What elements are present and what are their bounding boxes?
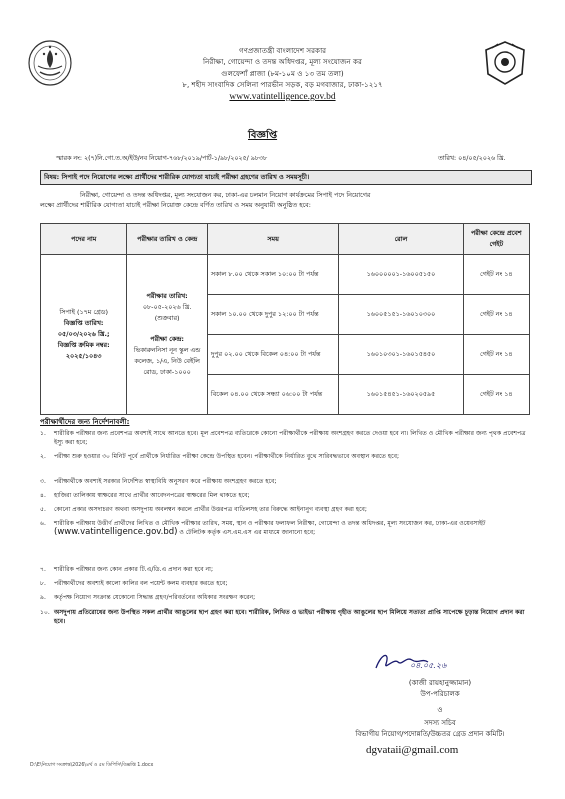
header-address: ৮, শহীদ সাংবাদিক সেলিনা পারভীন সড়ক, বড় মগবাজার, ঢাকা-১২১৭ [182,80,383,89]
table-header-row [41,224,530,255]
instructions-title: পরীক্ষার্থীদের জন্য নির্দেশনাবলী: [40,418,130,426]
signatory-and: ও [437,706,443,714]
instruction-number: ৪. [40,492,46,499]
subject-text: সিপাই পদে নিয়োগের লক্ষ্যে প্রার্থীদের শারীরিক যোগ্যতা যাচাই পরীক্ষা গ্রহণের তারিখ ও সময়সূচী। [61,173,310,181]
exam-center: ভিকারুননিসা নূন স্কুল এন্ড কলেজ, ১/এ, নিউ বেইলি রোড, ঢাকা-১০০০ [133,346,201,376]
column-header-time: সময় [207,224,338,255]
roll-cell: ১৬০১৫৪৫১-১৬০২০৫৯৫ [339,375,463,415]
notice-title: বিজ্ঞপ্তি [248,130,278,141]
exam-schedule-table [40,223,530,415]
roll-cell: ১৬০১০৩০১-১৬০১৫৪৫০ [339,335,463,375]
footer-file-path: D:\E\নিয়োগ সংক্রান্ত\2026\৪র্থ ও ৫ম ডিপিসি\বিজ্ঞপ্তি 1.docx [30,763,154,768]
instruction-text: অসদুপায় প্রতিরোধের জন্য উপস্থিত সকল প্রার্থীর আঙুলের ছাপ গ্রহণ করা হবে। শারীরিক, লিখিত ও ভাইভা পরীক্ষায় গৃহীত আঙুলের ছাপ মিলিয়ে সত্যতা প্রাপ্তি সাপেক্ষে চূড়ান্ত নিয়োগ প্রদান করা হবে। [54,609,525,625]
gate-cell: গেইট নং ১৪ [463,335,529,375]
memo-reference: স্মারক নং: ২(৭)নি.গো.ত.অ/ইউ/নব নিয়োগ-৭৬৮/২০১৯/পার্ট-১/৯৮/২০২৫/ ৯৮৩৮ [56,155,268,162]
instruction-number: ৫. [40,506,46,513]
gate-cell: গেইট নং ১৪ [463,375,529,415]
subject-line [44,172,528,183]
memo-date: তারিখ: ০৪/০৫/২০২৬ খ্রি. [438,155,506,162]
table-row [41,255,530,295]
intro-line-2: লক্ষ্যে প্রার্থীদের শারীরিক যোগ্যতা যাচাই পরীক্ষা নিয়োক্ত কেন্দ্রে বর্ণিত তারিখ ও সময় অনুযায়ী অনুষ্ঠিত হবে: [40,201,311,209]
signatory-title: উপ-পরিচালক [420,690,460,698]
roll-cell: ১৬০০৫১৫১-১৬০১০৩০০ [339,295,463,335]
instruction-number: ৯. [40,594,46,601]
column-header-gate: পরীক্ষা কেন্দ্রে প্রবেশ গেইট [463,224,529,255]
gate-cell: গেইট নং ১৪ [463,295,529,335]
column-header-post: পদের নাম [41,224,127,255]
intro-line-1: নিরীক্ষা, গোয়েন্দা ও তদন্ত অধিদপ্তর, মূল্য সংযোজন কর, ঢাকা-এর চলমান নিয়োগ কার্যক্রমের সিপাই পদে নিয়োগের [80,191,371,199]
instruction-number: ১. [40,430,46,437]
instruction-text: হাজিরা তালিকায় স্বাক্ষরের সাথে প্রার্থীর আবেদনপত্রের স্বাক্ষরের মিল থাকতে হবে; [54,492,250,499]
instruction-number: ৭. [40,566,46,573]
post-notice-date: ০৫/০৩/২০২৬ খ্রি.; [57,330,110,338]
instruction-text: পরীক্ষার্থীকে অবশ্যই সরকার নির্দেশিত স্বাস্থ্যবিধি অনুসরণ করে পরীক্ষায় অংশগ্রহণ করতে হবে; [54,478,277,485]
instruction-text: পরীক্ষার্থীদের অবশ্যই কালো কালির বল পয়েন্ট কলম ব্যবহার করতে হবে; [54,580,228,587]
instruction-text: শারীরিক পরীক্ষার জন্য প্রবেশপত্র অবশ্যই সাথে আনতে হবে। মূল প্রবেশপত্র ব্যতিরেকে কোনো পরীক্ষার্থীকে পরীক্ষায় অংশগ্রহণ করতে দেওয়া হবে না। লিখিত ও মৌখিক পরীক্ষার জন্য পৃথক প্রবেশপত্র ইস্যু করা হবে; [54,430,526,446]
instruction-item [40,608,530,626]
signatory-name: (কাজী রায়হানুজ্জামান) [408,679,472,687]
header-building: গুলফেশাঁ প্লাজা (৮ম-১০ম ও ১৩ তম তলা) [221,69,344,78]
post-notice-date-label: বিজ্ঞপ্তি তারিখ: [63,319,104,327]
time-cell: সকাল ১০.০০ থেকে দুপুর ১২:০০ টা পর্যন্ত [207,295,338,335]
header-government: গণপ্রজাতন্ত্রী বাংলাদেশ সরকার [238,46,327,55]
instruction-number: ৬. [40,520,46,527]
instruction-number: ২. [40,453,46,460]
exam-day: (শুক্রবার) [154,314,180,322]
exam-date-label: পরীক্ষার তারিখ: [146,292,188,300]
exam-date-center-cell [127,255,207,415]
contact-email[interactable]: dgvataii@gmail.com [366,744,459,756]
instruction-item [40,565,530,574]
instruction-text: পরীক্ষা শুরু হওয়ার ৩০ মিনিট পূর্বে প্রার্থীকে নির্ধারিত পরীক্ষা কেন্দ্রে উপস্থিত হবেন। পরীক্ষার্থীকে নির্ধারিত বুথে সারিবদ্ধভাবে অবস্থান করতে হবে; [54,453,400,460]
instruction-text: শারীরিক পরীক্ষার জন্য কোন প্রকার টি.এ/ডি.এ প্রদান করা হবে না; [54,566,214,573]
signature-date-handwritten: ০৪.০৫.২৬ [410,661,447,670]
instruction-item [40,505,530,514]
instruction-item [40,491,530,500]
header-department: নিরীক্ষা, গোয়েন্দা ও তদন্ত অধিদপ্তর, মূল্য সংযোজন কর [203,57,362,66]
instruction-item [40,429,530,447]
instruction-text: কোনো প্রকার অসদাচরণ অথবা অসদুপায় অবলম্বন করলে প্রার্থীর উত্তরপত্র বাতিলসহ তার বিরুদ্ধে আইনানুগ ব্যবস্থা গ্রহণ করা হবে; [54,506,367,513]
exam-center-label: পরীক্ষা কেন্দ্র: [150,335,184,343]
instruction-text: শারীরিক পরীক্ষায় উত্তীর্ণ প্রার্থীদের লিখিত ও মৌখিক পরীক্ষার তারিখ, সময়, স্থান ও পরীক্ষার ফলাফল নিরীক্ষা, গোয়েন্দা ও তদন্ত অধিদপ্তর, মূল্য সংযোজন কর, ঢাকা-এর ওয়েবসাইট [54,520,486,527]
time-cell: দুপুর ০২.০০ থেকে বিকেল ০৪:০০ টা পর্যন্ত [207,335,338,375]
instruction-item [40,452,530,461]
instruction-item [40,477,530,486]
subject-label: বিষয়: [44,173,60,181]
instruction-item [40,579,530,588]
exam-date: ০৮-০৫-২০২৬ খ্রি. [142,303,192,311]
vat-intelligence-emblem-icon [482,40,528,86]
post-serial: ২০২৫/১০৪৩ [65,352,102,360]
column-header-roll: রোল [339,224,463,255]
post-name: সিপাই (১৭ম গ্রেড) [59,308,108,316]
column-header-date-center: পরীক্ষার তারিখ ও কেন্দ্র [127,224,207,255]
header-website-link[interactable]: www.vatintelligence.gov.bd [229,92,336,102]
instruction-text-after: ও টেলিটক কর্তৃক এস.এম.এস এর মাধ্যমে জানানো হবে; [179,529,316,536]
roll-cell: ১৬০০০০০১-১৬০০৫১৫০ [339,255,463,295]
instruction-number: ১০. [40,609,50,616]
post-cell [41,255,127,415]
instruction-number: ৩. [40,478,46,485]
website-link[interactable]: (www.vatintelligence.gov.bd) [54,527,178,537]
time-cell: সকাল ৮.০০ থেকে সকাল ১০:০০ টা পর্যন্ত [207,255,338,295]
instruction-item [40,519,530,537]
post-serial-label: বিজ্ঞপ্তি ক্রমিক নম্বর: [57,341,110,349]
instruction-item [40,593,530,602]
time-cell: বিকেল ০৪.০০ থেকে সন্ধ্যা ০৬:০০ টা পর্যন্ত [207,375,338,415]
signatory-committee: বিভাগীয় নিয়োগ/পদোন্নতি/উচ্চতর গ্রেড প্রদান কমিটি। [355,730,505,738]
instruction-text-wrap [54,519,530,537]
signatory-member: সদস্য সচিব [424,719,456,727]
gate-cell: গেইট নং ১৪ [463,255,529,295]
instruction-number: ৮. [40,580,46,587]
instruction-text: কর্তৃপক্ষ নিয়োগ সংক্রান্ত যেকোনো সিদ্ধান্ত গ্রহণ/পরিবর্তনের অধিকার সংরক্ষণ করেন; [54,594,256,601]
